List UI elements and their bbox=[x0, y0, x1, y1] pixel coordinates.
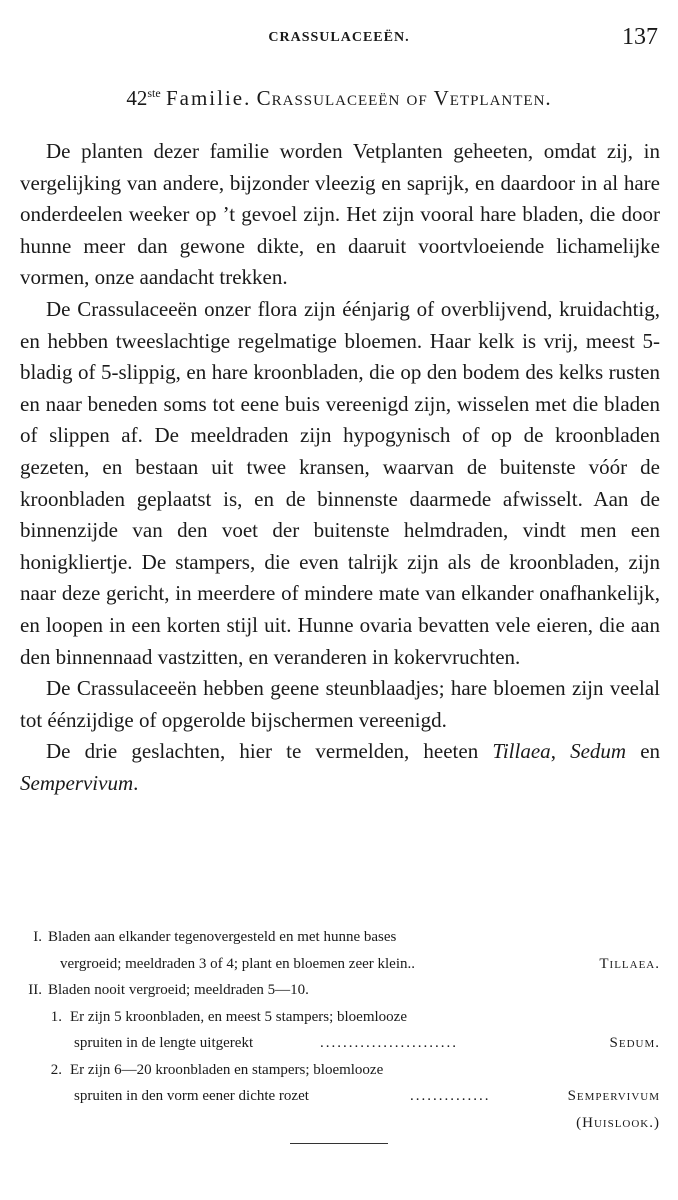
key-row bbox=[20, 1083, 660, 1110]
genera-and: en bbox=[640, 739, 661, 764]
paragraph-genera: De drie geslachten, hier te vermelden, heeten Tillaea, Sedum en Sempervivum. bbox=[20, 739, 661, 795]
family-label: Familie. bbox=[165, 86, 252, 110]
family-number: 42 bbox=[126, 86, 148, 110]
key-number: II. bbox=[28, 982, 42, 998]
key-text: spruiten in de lengte uitgerekt bbox=[74, 1035, 254, 1051]
key-row bbox=[20, 924, 660, 951]
key-text: Bladen nooit vergroeid; meeldraden 5—10. bbox=[48, 982, 309, 998]
key-row bbox=[20, 1057, 660, 1084]
key-text: vergroeid; meeldraden 3 of 4; plant en bloemen zeer klein.. bbox=[60, 955, 416, 972]
key-row bbox=[20, 1110, 660, 1137]
genera-intro-text: De drie geslachten, hier te vermelden, heeten bbox=[46, 739, 479, 764]
key-genus: Tillaea. bbox=[599, 955, 660, 972]
key-row bbox=[20, 1030, 660, 1057]
genus-tillaea: Tillaea bbox=[492, 739, 551, 764]
key-number: 1. bbox=[50, 1008, 62, 1025]
paragraph-intro: De planten dezer familie worden Vetplanten geheeten, omdat zij, in vergelijking van andere, bijzonder vleezig en saprijk, en daardoor in al hare onderdeelen weeker op ’t gevoel zijn. Het zijn vooral hare bladen, die door hunne meer dan gewone dikte, en daaruit voortvloeiende lichamelijke vormen, onze aandacht trekken. bbox=[20, 139, 660, 290]
key-text: Bladen aan elkander tegenovergesteld en met hunne bases bbox=[48, 929, 397, 945]
family-name: Crassulaceeën of Vetplanten. bbox=[256, 86, 552, 110]
paragraph-description: De Crassulaceeën onzer flora zijn éénjarig of overblijvend, kruidachtig, en hebben tweeslachtige regelmatige bloemen. Haar kelk is vrij, meest 5-bladig of 5-slippig, en hare kroonbladen, die op den bodem des kelks rusten en naar beneden soms tot eene buis vereenigd zijn, wisselen met die bladen of slippen af. De meeldraden zijn hypogynisch of op de kroonbladen gezeten, en bestaan uit twee kransen, waarvan de buitenste vóór de kroonbladen geplaatst is, en de binnenste daarmede afwisselt. Aan de binnenzijde van den voet der buitenste helmdraden, vindt men een honigkliertje. De stampers, die even talrijk zijn als de kroonbladen, zijn naar deze gericht, in meerdere of mindere mate van elkander onafhankelijk, en loopen in een korten stijl uit. Hunne ovaria bevatten vele eieren, die aan den binnennaad vastzitten, en veranderen in kokervruchten. bbox=[20, 296, 660, 669]
key-number: 2. bbox=[50, 1061, 62, 1078]
body-text bbox=[20, 136, 660, 799]
family-heading bbox=[0, 86, 678, 111]
paragraph-inflorescence: De Crassulaceeën hebben geene steunblaadjes; hare bloemen zijn veelal tot éénzijdige of opgerolde bijschermen vereenigd. bbox=[20, 676, 660, 732]
key-text: Er zijn 6—20 kroonbladen en stampers; bloemlooze bbox=[70, 1061, 384, 1078]
key-common-name: (Huislook.) bbox=[576, 1114, 660, 1131]
key-number: I. bbox=[33, 929, 42, 945]
key-row bbox=[20, 951, 660, 978]
section-divider bbox=[290, 1143, 388, 1144]
running-head bbox=[0, 24, 678, 52]
running-title: CRASSULACEEËN. bbox=[268, 30, 410, 45]
key-row bbox=[20, 977, 660, 1004]
key-genus: Sempervivum bbox=[567, 1088, 660, 1104]
key-text: spruiten in den vorm eener dichte rozet bbox=[74, 1088, 309, 1104]
key-row bbox=[20, 1004, 660, 1031]
genus-sedum: Sedum bbox=[570, 739, 627, 764]
page-number: 137 bbox=[622, 24, 658, 50]
genus-sempervivum: Sempervivum bbox=[20, 770, 134, 795]
identification-key bbox=[20, 924, 660, 1136]
family-number-suffix: ste bbox=[147, 86, 161, 100]
key-genus: Sedum. bbox=[609, 1035, 660, 1051]
key-leader-dots: ........................ bbox=[320, 1035, 458, 1051]
key-text: Er zijn 5 kroonbladen, en meest 5 stampers; bloemlooze bbox=[70, 1008, 407, 1025]
key-leader-dots: .............. bbox=[410, 1088, 491, 1104]
